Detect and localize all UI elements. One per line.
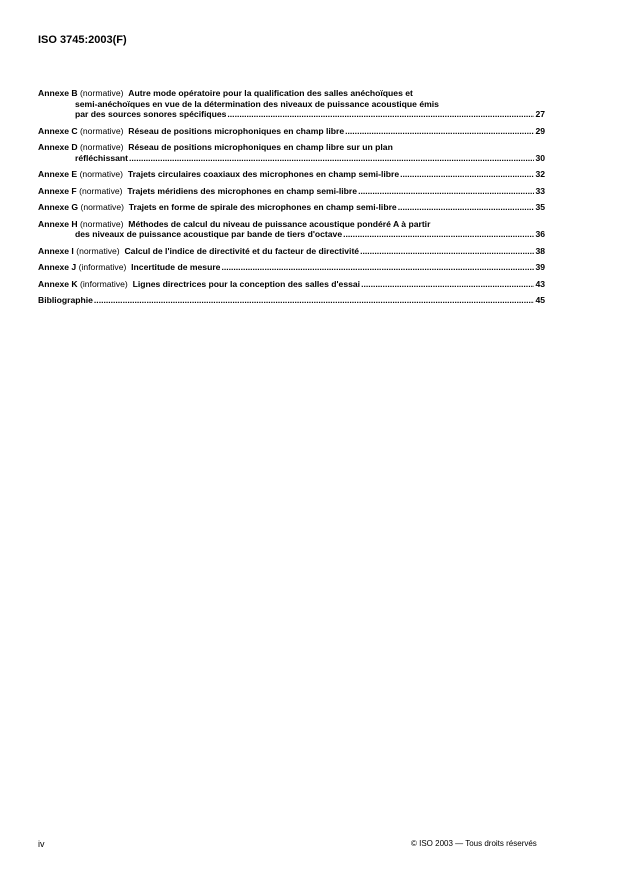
annex-title-continuation: par des sources sonores spécifiques bbox=[75, 109, 227, 119]
document-header: ISO 3745:2003(F) bbox=[38, 34, 127, 46]
toc-entry-annex-e[interactable] bbox=[38, 169, 545, 180]
annex-label: Annexe I bbox=[38, 245, 74, 256]
page-number: 33 bbox=[535, 185, 545, 196]
annex-label: Annexe K bbox=[38, 278, 78, 289]
page-number: 35 bbox=[535, 202, 545, 212]
dot-leader bbox=[129, 153, 534, 164]
annex-type: (normative) bbox=[80, 142, 124, 152]
annex-label: Annexe B bbox=[38, 88, 78, 98]
annex-label: Annexe E bbox=[38, 169, 78, 179]
annex-title: Calcul de l'indice de directivité et du facteur de directivité bbox=[124, 245, 360, 256]
dot-leader bbox=[94, 295, 535, 306]
annex-label: Annexe H bbox=[38, 218, 78, 229]
annex-title-continuation: des niveaux de puissance acoustique par bande de tiers d'octave bbox=[75, 229, 343, 239]
page-number: 30 bbox=[535, 152, 545, 163]
toc-entry-annex-g[interactable] bbox=[38, 202, 545, 213]
annex-type: (normative) bbox=[80, 202, 124, 212]
page-number: 32 bbox=[535, 169, 545, 179]
annex-type: (normative) bbox=[79, 185, 123, 196]
annex-type: (normative) bbox=[79, 169, 124, 179]
annex-type: (informative) bbox=[80, 278, 128, 289]
dot-leader bbox=[227, 109, 534, 120]
annex-title: Trajets méridiens des microphones en champ semi-libre bbox=[127, 185, 358, 196]
annex-type: (normative) bbox=[80, 88, 124, 98]
dot-leader bbox=[343, 229, 534, 240]
annex-type: (normative) bbox=[80, 218, 124, 229]
annex-title: Incertitude de mesure bbox=[131, 262, 221, 272]
toc-entry-annex-j[interactable] bbox=[38, 262, 545, 273]
annex-title: Trajets en forme de spirale des microphones en champ semi-libre bbox=[128, 202, 397, 212]
page-number: 45 bbox=[535, 295, 545, 305]
footer-page-number: iv bbox=[38, 839, 45, 849]
dot-leader bbox=[361, 279, 534, 290]
annex-label: Annexe F bbox=[38, 185, 77, 196]
toc-entry-annex-f[interactable] bbox=[38, 186, 545, 197]
bibliography-title: Bibliographie bbox=[38, 295, 93, 305]
annex-title-continuation: réfléchissant bbox=[75, 152, 129, 163]
dot-leader bbox=[345, 126, 534, 137]
annex-type: (normative) bbox=[76, 245, 120, 256]
annex-label: Annexe J bbox=[38, 262, 77, 272]
dot-leader bbox=[358, 186, 534, 197]
toc-entry-annex-b[interactable] bbox=[38, 88, 545, 120]
dot-leader bbox=[221, 262, 534, 273]
toc-entry-annex-i[interactable] bbox=[38, 246, 545, 257]
annex-title: Méthodes de calcul du niveau de puissance acoustique pondéré A à partir bbox=[128, 218, 431, 229]
annex-title: Réseau de positions microphoniques en champ libre sur un plan bbox=[128, 142, 393, 152]
toc-entry-annex-c[interactable] bbox=[38, 126, 545, 137]
page-number: 39 bbox=[535, 262, 545, 272]
toc-entry-annex-k[interactable] bbox=[38, 279, 545, 290]
footer-copyright: © ISO 2003 — Tous droits réservés bbox=[411, 839, 537, 848]
annex-title-continuation: semi-anéchoïques en vue de la détermination des niveaux de puissance acoustique émis bbox=[75, 98, 439, 109]
dot-leader bbox=[400, 169, 534, 180]
table-of-contents bbox=[38, 88, 545, 312]
annex-title: Réseau de positions microphoniques en champ libre bbox=[128, 125, 345, 136]
annex-title: Autre mode opératoire pour la qualification des salles anéchoïques et bbox=[128, 88, 413, 98]
annex-title: Lignes directrices pour la conception des salles d'essai bbox=[132, 278, 361, 289]
annex-label: Annexe G bbox=[38, 202, 79, 212]
dot-leader bbox=[360, 246, 534, 257]
toc-entry-annex-d[interactable] bbox=[38, 142, 545, 163]
page-number: 38 bbox=[535, 245, 545, 256]
annex-label: Annexe D bbox=[38, 142, 78, 152]
dot-leader bbox=[398, 202, 535, 213]
toc-entry-annex-h[interactable] bbox=[38, 219, 545, 240]
page-number: 29 bbox=[535, 125, 545, 136]
toc-entry-bibliography[interactable] bbox=[38, 295, 545, 306]
page-number: 36 bbox=[535, 229, 545, 239]
annex-type: (normative) bbox=[80, 125, 124, 136]
annex-label: Annexe C bbox=[38, 125, 78, 136]
annex-type: (informative) bbox=[78, 262, 127, 272]
page-number: 43 bbox=[535, 278, 545, 289]
page-number: 27 bbox=[535, 109, 545, 119]
annex-title: Trajets circulaires coaxiaux des microphones en champ semi-libre bbox=[127, 169, 400, 179]
